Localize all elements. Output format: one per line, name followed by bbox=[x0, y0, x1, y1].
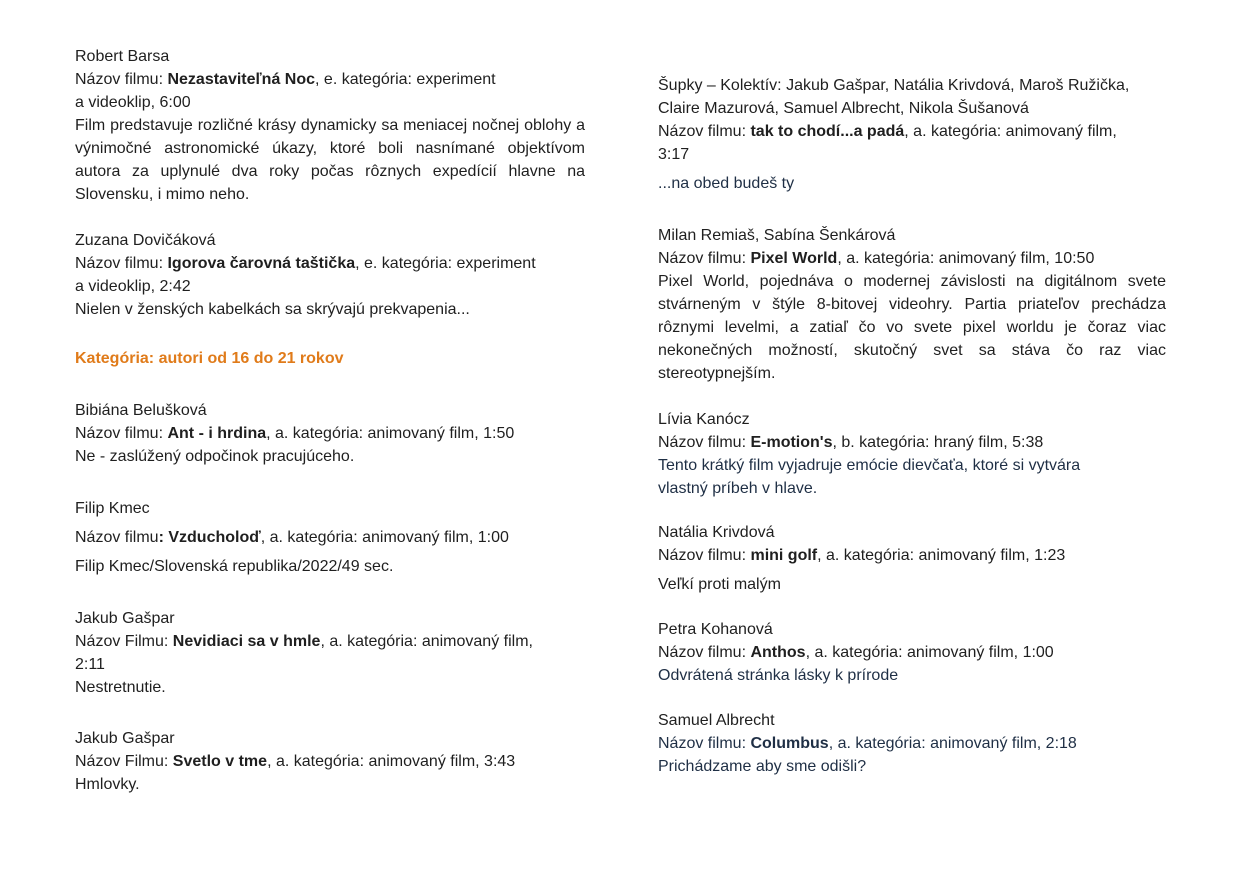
film-description: Prichádzame aby sme odišli? bbox=[658, 758, 867, 775]
film-title: Ant - i hrdina bbox=[167, 425, 267, 442]
film-title: tak to chodí...a padá bbox=[750, 123, 905, 140]
film-title: Igorova čarovná taštička bbox=[167, 255, 356, 272]
film-title-line bbox=[658, 247, 1166, 270]
film-title-line bbox=[658, 120, 1166, 143]
label: Názov filmu: bbox=[658, 123, 751, 140]
film-meta: , a. kategória: animovaný film, bbox=[904, 123, 1117, 140]
film-description: ...na obed budeš ty bbox=[658, 175, 795, 192]
author: Jakub Gašpar bbox=[75, 730, 175, 747]
film-description: Nielen v ženských kabelkách sa skrývajú prekvapenia... bbox=[75, 301, 470, 318]
category-heading: Kategória: autori od 16 do 21 rokov bbox=[75, 350, 344, 367]
film-title-line bbox=[658, 732, 1166, 755]
film-entry-e-motions bbox=[658, 408, 1166, 500]
left-column bbox=[75, 45, 585, 796]
film-title-line bbox=[658, 641, 1166, 664]
film-title-line bbox=[75, 422, 585, 445]
film-description-cont: vlastný príbeh v hlave. bbox=[658, 480, 818, 497]
film-description: Film predstavuje rozličné krásy dynamicky sa meniacej nočnej oblohy a výnimočné astronomické úkazy, ktoré boli nasnímané objektívom autora za uplynulé dva roky počas rôznych expedícií hlavne na Slovensku, i mimo neho. bbox=[75, 117, 585, 203]
author: Lívia Kanócz bbox=[658, 411, 750, 428]
label: Názov filmu: bbox=[658, 644, 751, 661]
film-meta: , a. kategória: animovaný film, 2:18 bbox=[828, 735, 1077, 752]
film-entry-nezastavitelna-noc bbox=[75, 45, 585, 206]
film-title: Anthos bbox=[750, 644, 806, 661]
film-title-line bbox=[75, 68, 585, 91]
film-title: Nevidiaci sa v hmle bbox=[172, 633, 321, 650]
label: Názov filmu: bbox=[658, 250, 751, 267]
label: Názov Filmu: bbox=[75, 633, 173, 650]
author: Milan Remiaš, Sabína Šenkárová bbox=[658, 227, 896, 244]
label: Názov filmu: bbox=[75, 425, 168, 442]
film-meta: , a. kategória: animovaný film, 1:50 bbox=[266, 425, 515, 442]
film-description: Odvrátená stránka lásky k prírode bbox=[658, 667, 899, 684]
film-title-line bbox=[658, 431, 1166, 454]
film-entry-vzducholod bbox=[75, 497, 585, 578]
film-title: mini golf bbox=[750, 547, 818, 564]
film-meta-cont: 3:17 bbox=[658, 146, 690, 163]
film-entry-svetlo-v-tme bbox=[75, 727, 585, 796]
label: Názov Filmu: bbox=[75, 753, 173, 770]
film-title: Columbus bbox=[750, 735, 829, 752]
film-entry-anthos bbox=[658, 618, 1166, 687]
film-description: Ne - zaslúžený odpočinok pracujúceho. bbox=[75, 448, 355, 465]
film-title: E-motion's bbox=[750, 434, 833, 451]
film-meta: , a. kategória: animovaný film, bbox=[320, 633, 533, 650]
film-meta-cont: 2:11 bbox=[75, 656, 105, 673]
author: Jakub Gašpar bbox=[75, 610, 175, 627]
film-meta: , a. kategória: animovaný film, 1:00 bbox=[260, 529, 509, 546]
authors: Šupky – Kolektív: Jakub Gašpar, Natália Krivdová, Maroš Ružička, bbox=[658, 77, 1130, 94]
film-meta: , a. kategória: animovaný film, 3:43 bbox=[267, 753, 516, 770]
film-meta: , e. kategória: experiment bbox=[355, 255, 536, 272]
film-entry-nevidiaci bbox=[75, 607, 585, 699]
film-meta: , b. kategória: hraný film, 5:38 bbox=[832, 434, 1044, 451]
film-entry-pixel-world bbox=[658, 224, 1166, 385]
author: Filip Kmec bbox=[75, 500, 150, 517]
film-title-line bbox=[75, 526, 585, 549]
author: Samuel Albrecht bbox=[658, 712, 775, 729]
film-entry-columbus bbox=[658, 709, 1166, 778]
film-entry-ant-i-hrdina bbox=[75, 399, 585, 468]
right-column bbox=[658, 74, 1166, 778]
film-meta: , a. kategória: animovaný film, 1:00 bbox=[805, 644, 1054, 661]
film-title-line bbox=[75, 630, 585, 653]
film-description: Veľkí proti malým bbox=[658, 576, 781, 593]
label: Názov filmu: bbox=[658, 434, 751, 451]
film-entry-mini-golf bbox=[658, 521, 1166, 596]
film-meta-cont: a videoklip, 2:42 bbox=[75, 278, 191, 295]
film-description: Tento krátký film vyjadruje emócie dievčaťa, ktoré si vytvára bbox=[658, 457, 1081, 474]
label: Názov filmu: bbox=[658, 735, 751, 752]
label: Názov filmu: bbox=[658, 547, 751, 564]
film-title: Pixel World bbox=[750, 250, 838, 267]
film-meta: , a. kategória: animovaný film, 10:50 bbox=[837, 250, 1095, 267]
film-title-line bbox=[658, 544, 1166, 567]
film-title-line bbox=[75, 252, 585, 275]
film-description: Filip Kmec/Slovenská republika/2022/49 sec. bbox=[75, 558, 394, 575]
film-meta: , a. kategória: animovaný film, 1:23 bbox=[817, 547, 1066, 564]
film-title: : Vzducholoď bbox=[158, 529, 261, 546]
author: Natália Krivdová bbox=[658, 524, 775, 541]
author: Bibiána Belušková bbox=[75, 402, 207, 419]
film-meta: , e. kategória: experiment bbox=[315, 71, 496, 88]
label: Názov filmu: bbox=[75, 255, 168, 272]
film-meta-cont: a videoklip, 6:00 bbox=[75, 94, 191, 111]
label: Názov filmu bbox=[75, 529, 159, 546]
film-title-line bbox=[75, 750, 585, 773]
film-description: Hmlovky. bbox=[75, 776, 140, 793]
label: Názov filmu: bbox=[75, 71, 168, 88]
film-title: Nezastaviteľná Noc bbox=[167, 71, 316, 88]
author: Petra Kohanová bbox=[658, 621, 773, 638]
film-entry-tak-to-chodi bbox=[658, 74, 1166, 195]
film-title: Svetlo v tme bbox=[172, 753, 268, 770]
film-description: Nestretnutie. bbox=[75, 679, 166, 696]
film-entry-igorova bbox=[75, 229, 585, 321]
film-description: Pixel World, pojednáva o modernej závislosti na digitálnom svete stvárneným v štýle 8-bitovej videohry. Partia priateľov prechádza rôznymi levelmi, a zatiaľ čo vo svete pixel worldu je čoraz viac nekonečných možností, skutočný svet sa stáva čo raz viac stereotypnejším. bbox=[658, 273, 1166, 382]
authors-cont: Claire Mazurová, Samuel Albrecht, Nikola Šušanová bbox=[658, 100, 1029, 117]
author: Zuzana Dovičáková bbox=[75, 232, 216, 249]
author: Robert Barsa bbox=[75, 48, 170, 65]
